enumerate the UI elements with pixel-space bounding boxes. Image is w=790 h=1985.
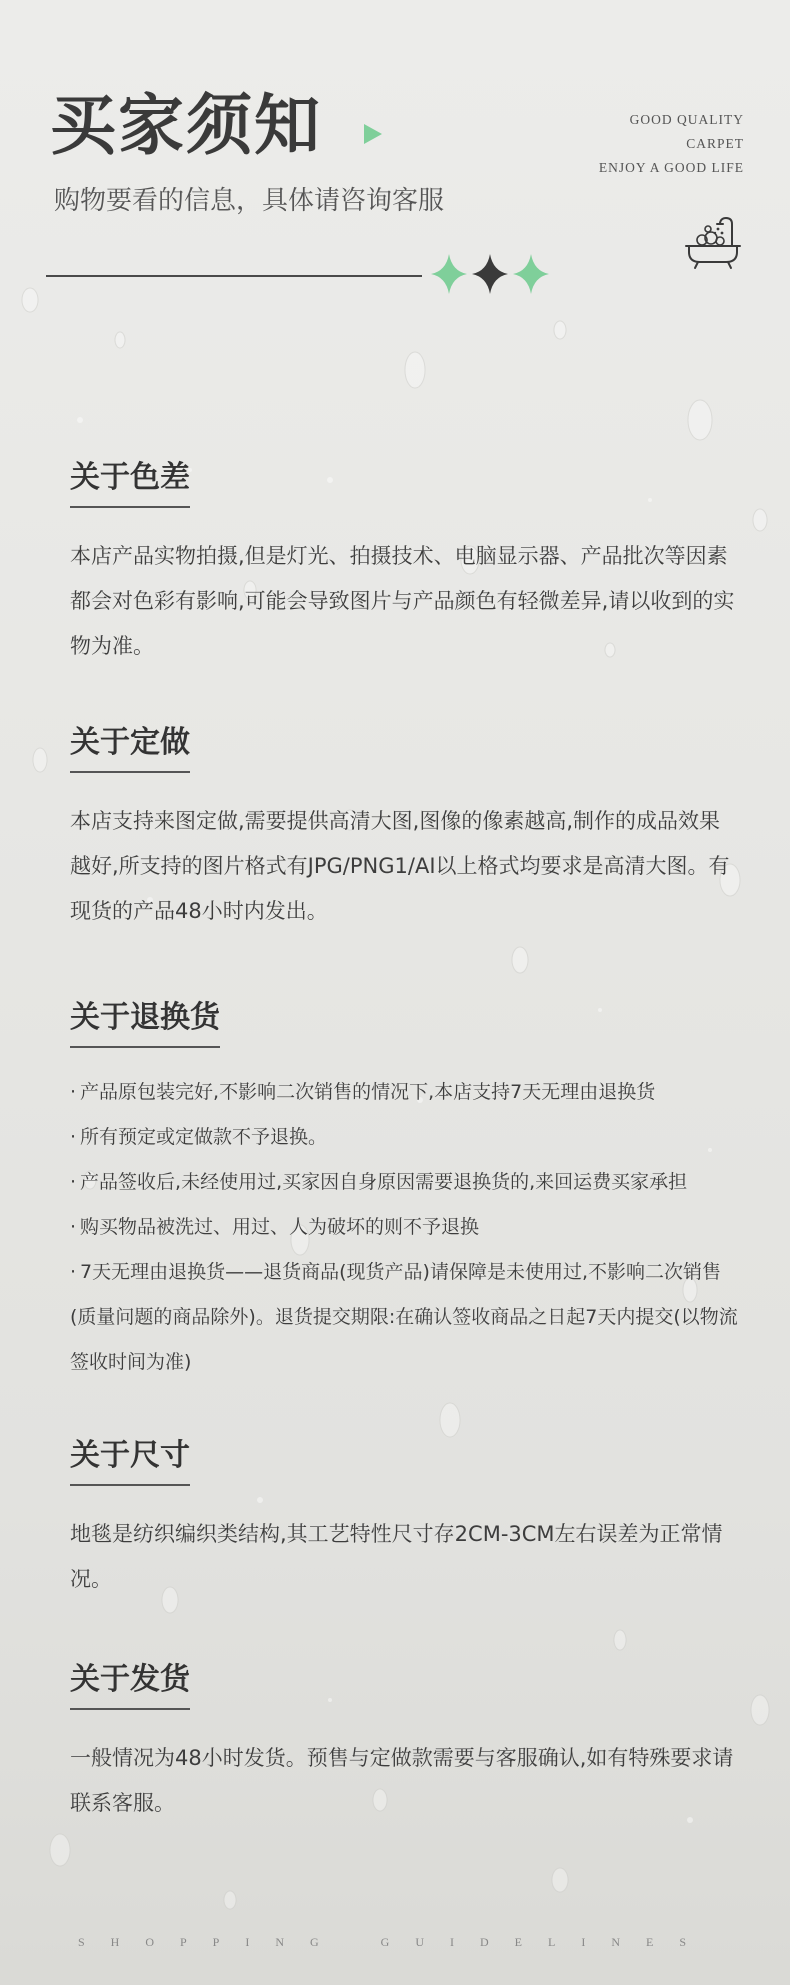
footer-caption bbox=[0, 1935, 790, 1950]
returns-list bbox=[70, 1070, 740, 1385]
section-size bbox=[70, 1438, 740, 1602]
section-heading: 关于退换货 bbox=[70, 1000, 220, 1048]
section-text: 一般情况为48小时发货。预售与定做款需要与客服确认,如有特殊要求请联系客服。 bbox=[70, 1746, 734, 1815]
list-item: · 所有预定或定做款不予退换。 bbox=[70, 1115, 740, 1160]
title-divider bbox=[46, 275, 422, 277]
section-color-difference bbox=[70, 460, 740, 669]
section-shipping bbox=[70, 1662, 740, 1826]
list-item: · 7天无理由退换货——退货商品(现货产品)请保障是未使用过,不影响二次销售(质量问题的商品除外)。退货提交期限:在确认签收商品之日起7天内提交(以物流签收时间为准) bbox=[70, 1250, 740, 1385]
sparkle-star-icon bbox=[472, 254, 508, 294]
section-heading: 关于色差 bbox=[70, 460, 190, 508]
tagline-line: GOOD QUALITY bbox=[629, 112, 744, 127]
play-arrow-icon bbox=[362, 122, 384, 146]
tagline-line: ENJOY A GOOD LIFE bbox=[598, 160, 744, 175]
section-text: 本店支持来图定做,需要提供高清大图,图像的像素越高,制作的成品效果越好,所支持的图片格式有JPG/PNG1/AI以上格式均要求是高清大图。有现货的产品48小时内发出。 bbox=[70, 809, 730, 923]
page-title: 买家须知 bbox=[50, 86, 322, 164]
footer-word: GUIDELINES bbox=[380, 1935, 712, 1949]
list-item: · 产品原包装完好,不影响二次销售的情况下,本店支持7天无理由退换货 bbox=[70, 1070, 740, 1115]
section-text: 本店产品实物拍摄,但是灯光、拍摄技术、电脑显示器、产品批次等因素都会对色彩有影响,可能会导致图片与产品颜色有轻微差异,请以收到的实物为准。 bbox=[70, 544, 735, 658]
sparkle-star-icon bbox=[513, 254, 549, 294]
section-custom-order bbox=[70, 725, 740, 934]
footer-word: SHOPPING bbox=[77, 1935, 345, 1949]
sparkle-star-icon bbox=[431, 254, 467, 294]
tagline bbox=[599, 108, 744, 180]
tagline-line: CARPET bbox=[686, 136, 744, 151]
section-heading: 关于发货 bbox=[70, 1662, 190, 1710]
bathtub-icon bbox=[682, 212, 744, 274]
sparkle-stars-decoration bbox=[428, 250, 552, 298]
section-text: 地毯是纺织编织类结构,其工艺特性尺寸存2CM-3CM左右误差为正常情况。 bbox=[70, 1522, 723, 1591]
list-item: · 购买物品被洗过、用过、人为破坏的则不予退换 bbox=[70, 1205, 740, 1250]
section-heading: 关于定做 bbox=[70, 725, 190, 773]
section-heading: 关于尺寸 bbox=[70, 1438, 190, 1486]
list-item: · 产品签收后,未经使用过,买家因自身原因需要退换货的,来回运费买家承担 bbox=[70, 1160, 740, 1205]
section-returns bbox=[70, 1000, 740, 1385]
page-subtitle: 购物要看的信息，具体请咨询客服 bbox=[54, 186, 445, 216]
